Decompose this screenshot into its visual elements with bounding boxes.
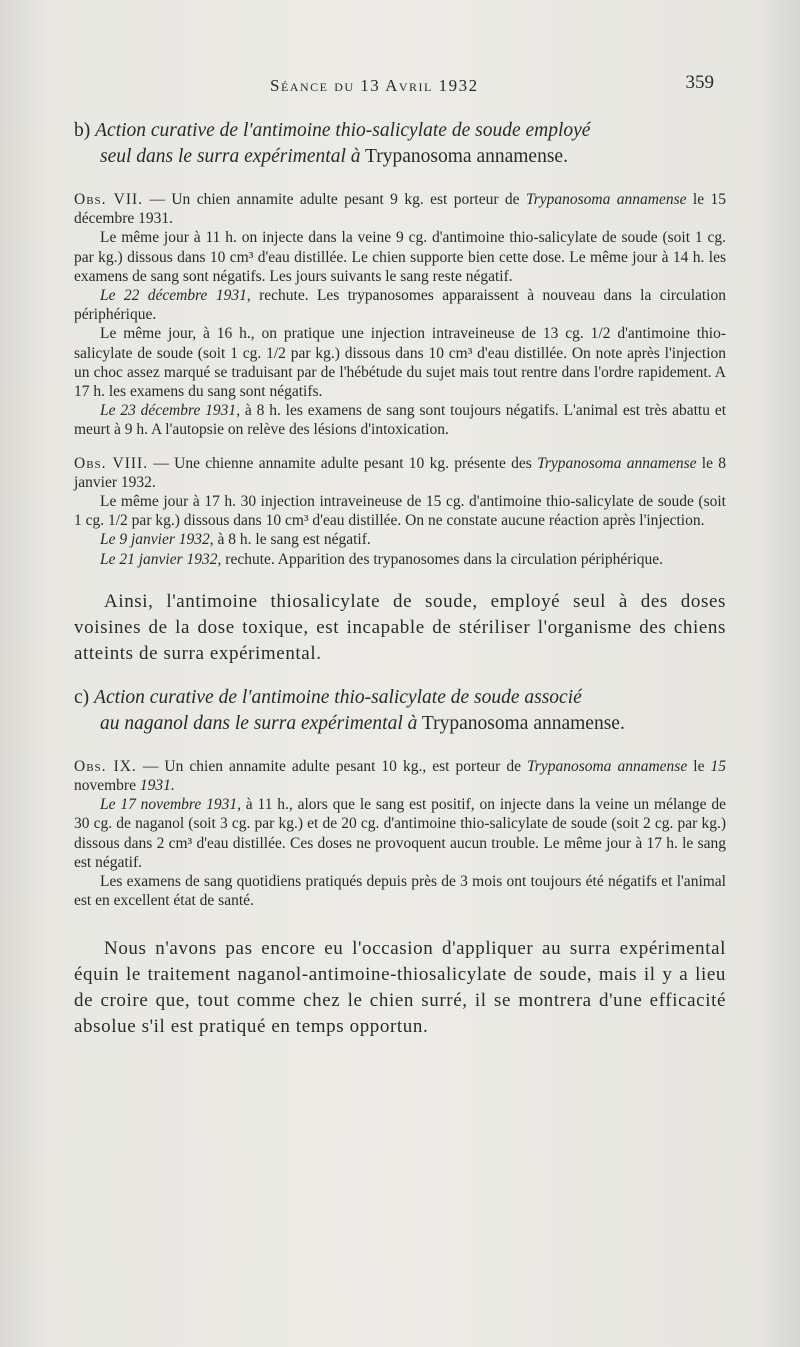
running-title: Séance du 13 Avril 1932: [270, 76, 479, 95]
obs9-year: 1931.: [139, 777, 175, 795]
section-heading-b: [74, 118, 726, 170]
obs9-p2-rest: , à 11 h., alors que le sang est positif, on injecte dans la veine un mélange de 30 cg. de naganol (soit 3 cg. par kg.) et de 20 cg. d'antimoine thio-salicylate de soude (soit 2 cg. par kg.) dissous dans 2 cm³ d'eau distillée. Ces doses ne provoquent aucun trouble. Le même jour à 17 h. le sang est négatif.: [74, 796, 726, 871]
page-number: 359: [685, 72, 714, 93]
observation-9: [74, 757, 726, 911]
obs7-paragraph-5: [74, 401, 726, 439]
obs7-date-23: Le 23 décembre 1931: [100, 402, 237, 420]
obs7-intro: [74, 190, 726, 228]
obs7-paragraph-3: [74, 286, 726, 324]
obs7-date-22: Le 22 décembre 1931: [100, 287, 247, 305]
obs9-paragraph-3: Les examens de sang quotidiens pratiqués depuis près de 3 mois ont toujours été négatifs et l'animal est en excellent état de santé.: [74, 873, 726, 910]
obs-label: Obs. IX.: [74, 757, 137, 775]
conclusion-paragraph-2: Nous n'avons pas encore eu l'occasion d'appliquer au surra expérimental équin le traitement naganol-antimoine-thiosalicylate de soude, mais il y a lieu de croire que, tout comme chez le chien surré, il se montrera d'une efficacité absolue s'il est pratiqué en temps opportun.: [74, 938, 726, 1038]
obs9-intro: [74, 757, 726, 795]
conclusion-paragraph-1: Ainsi, l'antimoine thiosalicylate de soude, employé seul à des doses voisines de la dose toxique, est incapable de stériliser l'organisme des chiens atteints de surra expérimental.: [74, 590, 726, 664]
obs8-p4-rest: , rechute. Apparition des trypanosomes dans la circulation périphérique.: [217, 550, 664, 568]
obs8-text-a: — Une chienne annamite adulte pesant 10 kg. présente des: [148, 454, 538, 472]
obs8-paragraph-4: [74, 550, 726, 569]
obs8-intro: [74, 454, 726, 492]
running-header: [0, 72, 800, 100]
section-heading-c: [74, 685, 726, 737]
obs9-species: Trypanosoma annamense: [527, 757, 688, 775]
obs7-text-c: le 15 décembre 1931.: [74, 191, 726, 228]
section-marker: c): [74, 686, 90, 708]
obs7-paragraph-4: Le même jour, à 16 h., on pratique une injection intraveineuse de 13 cg. 1/2 d'antimoine thio-salicylate de soude (soit 1 cg. 1/2 par kg.) dissous dans 10 cm³ d'eau distillée. On note après l'injection un choc assez marqué se traduisant par de l'hébétude du sujet mais tout rentre dans l'ordre rapidement. A 17 h. les examens du sang sont négatifs.: [74, 325, 726, 401]
obs7-p5-rest: , à 8 h. les examens de sang sont toujours négatifs. L'animal est très abattu et meurt à 9 h. A l'autopsie on relève des lésions d'intoxication.: [74, 402, 727, 439]
section-title-line2: [74, 711, 726, 737]
obs8-paragraph-3: [74, 530, 726, 549]
obs7-p3-rest: , rechute. Les trypanosomes apparaissent à nouveau dans la circulation périphérique.: [74, 287, 726, 324]
section-title-italic: Action curative de l'antimoine thio-salicylate de soude employé: [95, 120, 591, 141]
page-content: [74, 118, 726, 1058]
section-marker: b): [74, 120, 91, 141]
section-title-italic: Action curative de l'antimoine thio-salicylate de soude associé: [94, 686, 582, 708]
observation-7: [74, 190, 726, 440]
obs8-species: Trypanosoma annamense: [537, 454, 697, 472]
obs8-date-21: Le 21 janvier 1932: [100, 550, 218, 568]
obs-label: Obs. VII.: [74, 191, 144, 208]
section-title-line2: [74, 144, 726, 170]
obs9-text-c: le: [687, 757, 711, 775]
obs8-date-9: Le 9 janvier 1932: [100, 531, 210, 549]
section-title-roman: Trypanosoma annamense.: [421, 712, 625, 734]
section-title-italic-2: seul dans le surra expérimental à: [100, 146, 361, 167]
section-title-roman: Trypanosoma annamense.: [365, 146, 568, 167]
obs8-paragraph-2: Le même jour à 17 h. 30 injection intraveineuse de 15 cg. d'antimoine thio-salicylate de soude (soit 1 cg. 1/2 par kg.) dissous dans 10 cm³ d'eau distillée. On ne constate aucune réaction après l'injection.: [74, 493, 726, 530]
obs-label: Obs. VIII.: [74, 454, 149, 472]
obs9-date-17: Le 17 novembre 1931: [100, 796, 238, 814]
obs7-species: Trypanosoma annamense: [525, 191, 687, 208]
obs8-text-c: le 8 janvier 1932.: [74, 454, 727, 491]
obs9-day: 15: [710, 757, 726, 775]
observation-8: [74, 454, 726, 569]
obs9-month: novembre: [74, 777, 140, 795]
obs7-paragraph-2: Le même jour à 11 h. on injecte dans la veine 9 cg. d'antimoine thio-salicylate de soude (soit 1 cg. par kg.) dissous dans 10 cm³ d'eau distillée. Le chien supporte bien cette dose. Le même jour à 14 h. les examens de sang sont négatifs. Les jours suivants le sang reste négatif.: [74, 229, 726, 285]
section-title-italic-2: au naganol dans le surra expérimental à: [100, 712, 418, 734]
obs9-paragraph-2: [74, 795, 726, 872]
obs9-text-a: — Un chien annamite adulte pesant 10 kg., est porteur de: [136, 757, 528, 775]
obs8-p3-rest: , à 8 h. le sang est négatif.: [209, 531, 371, 549]
obs7-text-a: — Un chien annamite adulte pesant 9 kg. est porteur de: [143, 191, 526, 208]
